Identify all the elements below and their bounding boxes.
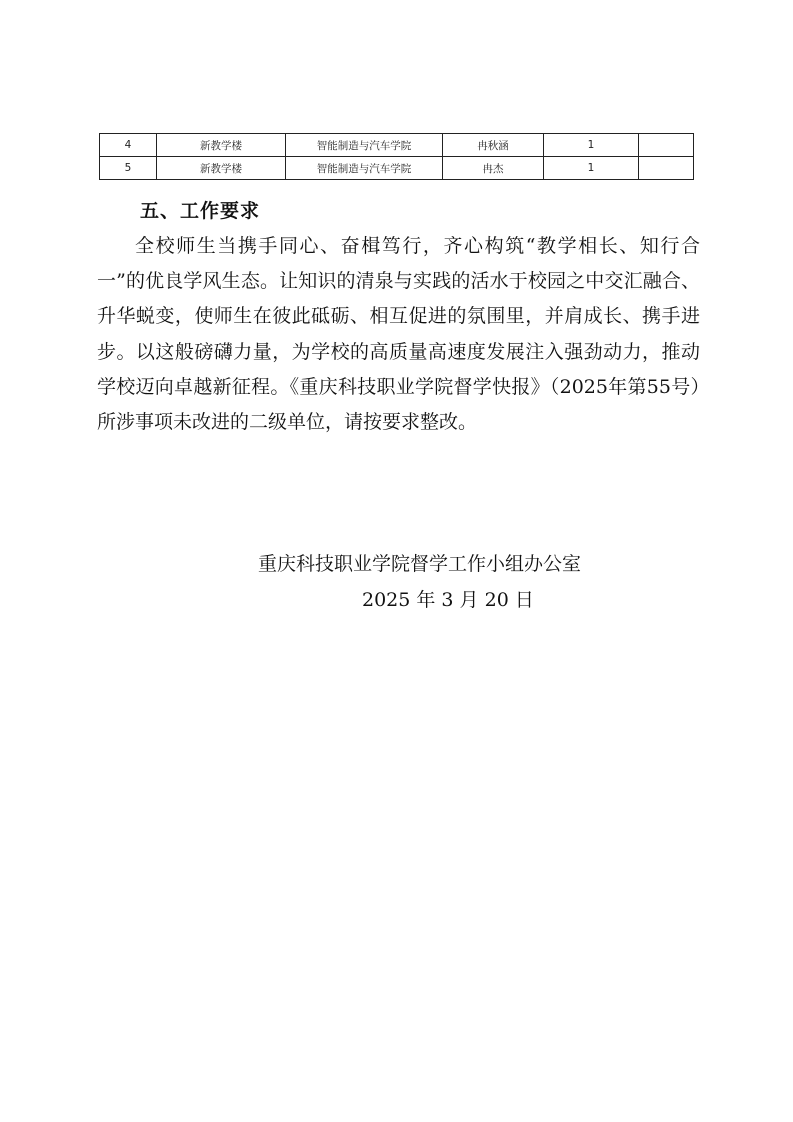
inspection-table-fragment (99, 133, 693, 180)
table-row (100, 157, 694, 180)
table-cell: 智能制造与汽车学院 (286, 134, 443, 157)
table-row (100, 134, 694, 157)
records-table (99, 133, 694, 180)
table-cell: 1 (544, 134, 639, 157)
table-cell: 5 (100, 157, 157, 180)
signature-block (258, 548, 638, 616)
table-cell: 冉杰 (443, 157, 544, 180)
table-cell: 冉秋涵 (443, 134, 544, 157)
table-cell (639, 157, 694, 180)
table-cell: 1 (544, 157, 639, 180)
table-cell (639, 134, 694, 157)
records-table-body (100, 134, 694, 180)
section-heading: 五、工作要求 (140, 200, 261, 222)
table-cell: 4 (100, 134, 157, 157)
section-paragraph: 全校师生当携手同心、奋楫笃行，齐心构筑“教学相长、知行合一”的优良学风生态。让知识的清泉与实践的活水于校园之中交汇融合、升华蜕变，使师生在彼此砥砺、相互促进的氛围里，并肩成长、携手进步。以这般磅礴力量，为学校的高质量高速度发展注入强劲动力，推动学校迈向卓越新征程。《重庆科技职业学院督学快报》（2025年第55号）所涉事项未改进的二级单位，请按要求整改。 (97, 235, 700, 434)
table-cell: 新教学楼 (157, 134, 286, 157)
signature-organization: 重庆科技职业学院督学工作小组办公室 (258, 553, 582, 575)
table-cell: 新教学楼 (157, 157, 286, 180)
table-cell: 智能制造与汽车学院 (286, 157, 443, 180)
signature-date: 2025 年 3 月 20 日 (362, 589, 534, 611)
